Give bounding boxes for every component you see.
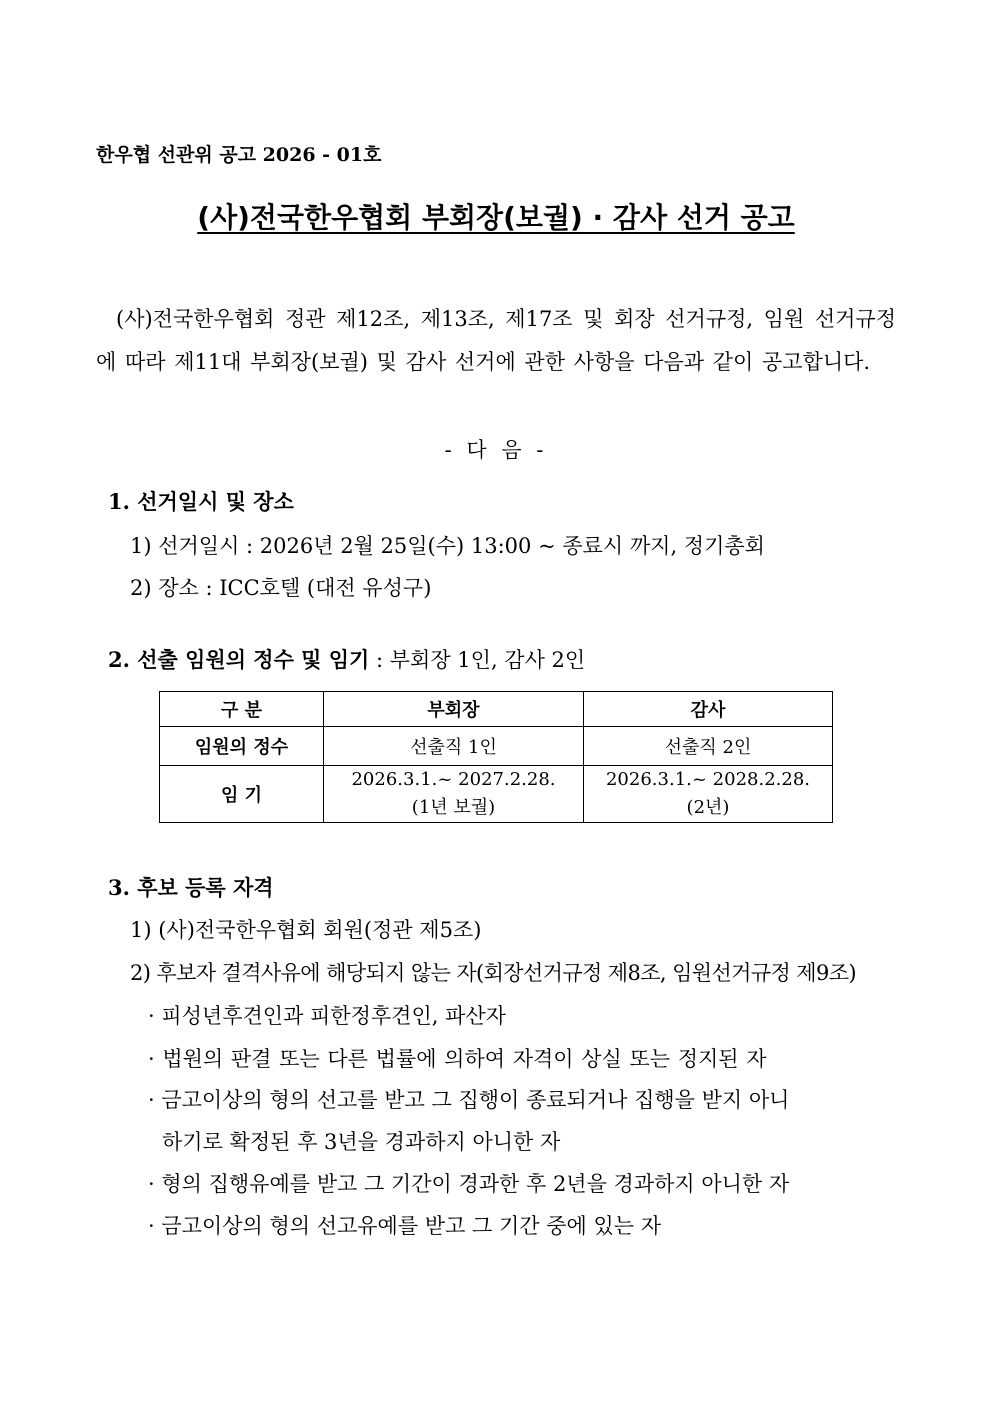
vp-term-period: 2026.3.1.~ 2027.2.28. (351, 769, 556, 790)
table-header-auditor: 감사 (584, 692, 833, 727)
vp-term (324, 766, 584, 823)
bullet-item: · 피성년후견인과 피한정후견인, 파산자 (148, 1004, 506, 1028)
table-header-vp: 부회장 (324, 692, 584, 727)
section1-item-place: 2) 장소 : ICC호텔 (대전 유성구) (130, 576, 432, 600)
auditor-term (584, 766, 833, 823)
bullet-item: · 금고이상의 형의 선고유예를 받고 그 기간 중에 있는 자 (148, 1214, 662, 1238)
section1-item-date: 1) 선거일시 : 2026년 2월 25일(수) 13:00 ~ 종료시 까지, 정기총회 (130, 534, 765, 558)
section2-heading-line (108, 644, 585, 674)
auditor-term-period: 2026.3.1.~ 2028.2.28. (605, 769, 810, 790)
auditor-count: 선출직 2인 (584, 727, 833, 766)
table-header-row (160, 692, 833, 727)
bullet-item: · 형의 집행유예를 받고 그 기간이 경과한 후 2년을 경과하지 아니한 자 (148, 1172, 790, 1196)
divider-label: - 다 음 - (444, 438, 548, 462)
bullet-item: · 금고이상의 형의 선고를 받고 그 집행이 종료되거나 집행을 받지 아니 (148, 1088, 790, 1112)
section2-heading: 2. 선출 임원의 정수 및 임기 (108, 647, 370, 672)
section1-heading: 1. 선거일시 및 장소 (108, 489, 294, 514)
section3-item-member: 1) (사)전국한우협회 회원(정관 제5조) (130, 918, 482, 942)
document-title (0, 196, 992, 236)
bullet-item-continuation: 하기로 확정된 후 3년을 경과하지 아니한 자 (162, 1130, 561, 1154)
section2-summary: : 부회장 1인, 감사 2인 (369, 648, 586, 672)
vp-term-note: (1년 보궐) (411, 797, 496, 818)
table-row (160, 727, 833, 766)
bullet-item: · 법원의 판결 또는 다른 법률에 의하여 자격이 상실 또는 정지된 자 (148, 1047, 767, 1071)
intro-paragraph: (사)전국한우협회 정관 제12조, 제13조, 제17조 및 회장 선거규정, 임원 선거규정에 따라 제11대 부회장(보궐) 및 감사 선거에 관한 사항을 다음과 같이 공고합니다. (96, 307, 896, 374)
auditor-term-note: (2년) (686, 797, 730, 818)
vp-count: 선출직 1인 (324, 727, 584, 766)
row-label-term: 임 기 (160, 766, 324, 823)
notice-number: 한우협 선관위 공고 2026 - 01호 (96, 144, 382, 166)
table-row (160, 766, 833, 823)
section3-item-disqualification: 2) 후보자 결격사유에 해당되지 않는 자(회장선거규정 제8조, 임원선거규정 제9조) (130, 961, 857, 985)
terms-table (159, 691, 833, 823)
row-label-count: 임원의 정수 (160, 727, 324, 766)
table-header-category: 구 분 (160, 692, 324, 727)
section3-heading: 3. 후보 등록 자격 (108, 875, 274, 900)
title-text: (사)전국한우협회 부회장(보궐) · 감사 선거 공고 (197, 201, 795, 234)
